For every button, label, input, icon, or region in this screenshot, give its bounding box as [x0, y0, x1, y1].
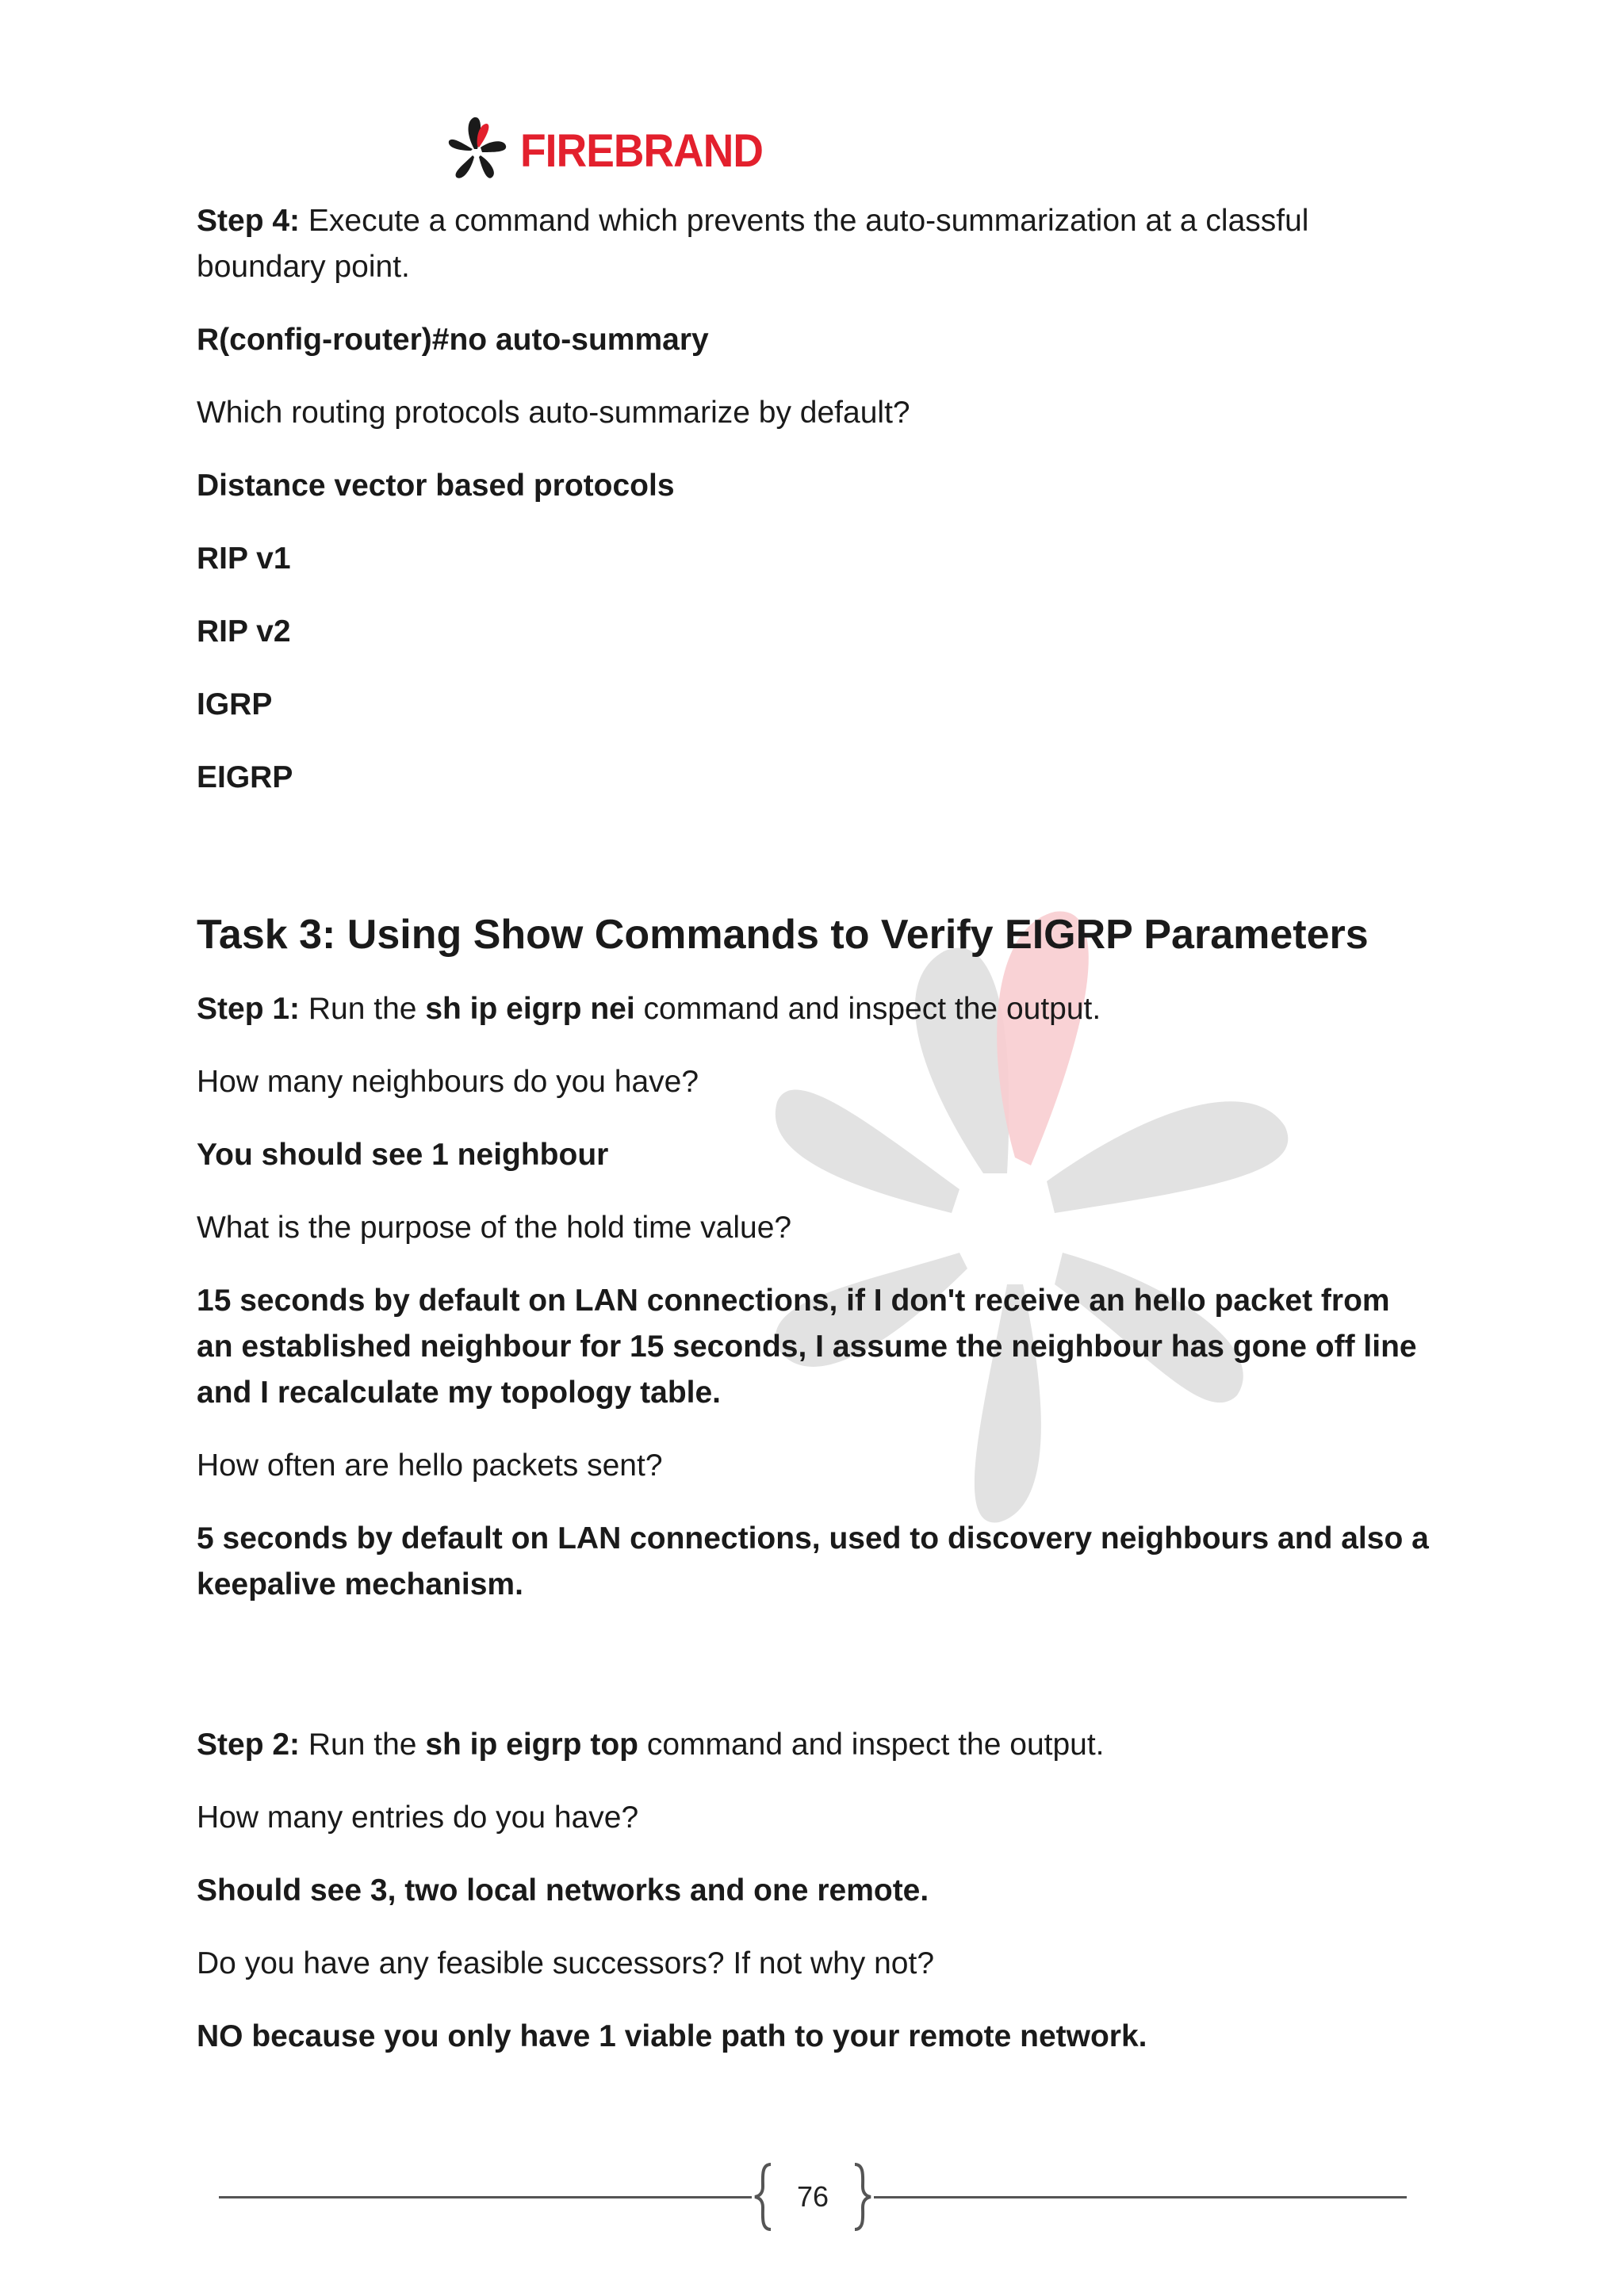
- footer-rule-right: [874, 2196, 1407, 2198]
- question: What is the purpose of the hold time value?: [197, 1211, 792, 1245]
- protocol-item: RIP v2: [197, 614, 291, 649]
- question: Do you have any feasible successors? If not why not?: [197, 1946, 935, 1980]
- answer: 15 seconds by default on LAN connections, if I don't receive an hello packet from an established neighbour for 15 seconds, I assume the neighbour has gone off line and I recalculate my topology table.: [197, 1284, 1417, 1410]
- step-label: Step 4:: [197, 204, 301, 238]
- step1-instruction: [197, 986, 1434, 1032]
- page-number: 76: [796, 2180, 829, 2213]
- answer: 5 seconds by default on LAN connections, used to discovery neighbours and also a keepalive mechanism.: [197, 1521, 1429, 1601]
- command-inline: sh ip eigrp top: [425, 1728, 638, 1762]
- firebrand-logo: [442, 109, 784, 192]
- step-label: Step 2:: [197, 1728, 301, 1762]
- question: How many entries do you have?: [197, 1800, 639, 1835]
- answer: NO because you only have 1 viable path to your remote network.: [197, 2019, 1147, 2053]
- right-brace-icon: [850, 2161, 874, 2233]
- answer: Should see 3, two local networks and one remote.: [197, 1873, 929, 1908]
- step-label: Step 1:: [197, 992, 301, 1026]
- page-content: [197, 198, 1434, 2087]
- answer: Distance vector based protocols: [197, 469, 675, 503]
- protocol-item: EIGRP: [197, 760, 293, 794]
- command-inline: sh ip eigrp nei: [425, 992, 635, 1026]
- step-text: command and inspect the output.: [634, 992, 1101, 1026]
- page-footer: [219, 2161, 1407, 2233]
- step4-instruction: [197, 198, 1434, 290]
- left-brace-icon: [752, 2161, 776, 2233]
- command-line: R(config-router)#no auto-summary: [197, 323, 709, 357]
- question: How often are hello packets sent?: [197, 1448, 663, 1483]
- section-heading: Task 3: Using Show Commands to Verify EIGRP Parameters: [197, 912, 1369, 958]
- step-text: Run the: [300, 1728, 426, 1762]
- step-text: command and inspect the output.: [638, 1728, 1105, 1762]
- question: How many neighbours do you have?: [197, 1065, 699, 1099]
- step-text: Execute a command which prevents the auto-summarization at a classful boundary point.: [197, 204, 1309, 284]
- firebrand-logo-icon: [442, 111, 514, 190]
- step-text: Run the: [300, 992, 426, 1026]
- answer: You should see 1 neighbour: [197, 1138, 609, 1172]
- protocol-item: IGRP: [197, 687, 273, 721]
- step2-instruction: [197, 1722, 1434, 1768]
- question: Which routing protocols auto-summarize by default?: [197, 396, 910, 430]
- logo-text: FIREBRAND: [520, 124, 763, 177]
- protocol-item: RIP v1: [197, 541, 291, 576]
- footer-rule-left: [219, 2196, 752, 2198]
